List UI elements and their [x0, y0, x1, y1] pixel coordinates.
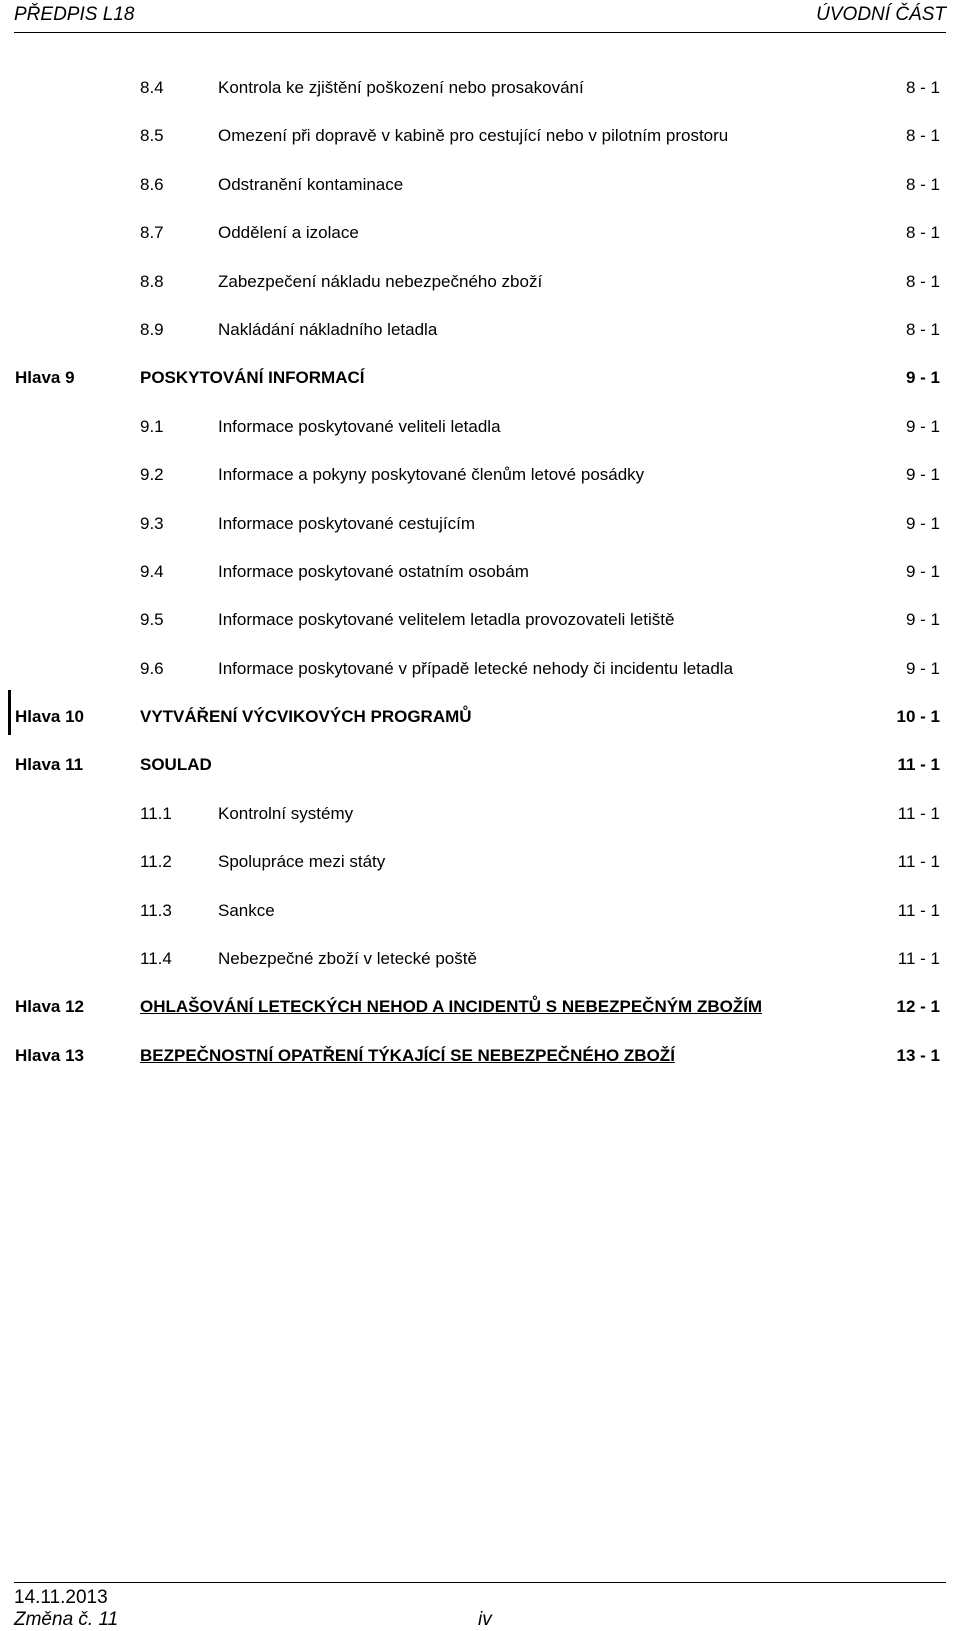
- toc-entry-title: Informace a pokyny poskytované členům letové posádky: [218, 465, 645, 485]
- toc-section-row: [0, 399, 960, 447]
- header-document-title: PŘEDPIS L18: [14, 4, 135, 25]
- toc-section-row: [0, 302, 960, 350]
- toc-entry-title: Odstranění kontaminace: [218, 174, 404, 194]
- toc-section-number: 8.7: [140, 223, 164, 243]
- toc-section-row: [0, 592, 960, 640]
- toc-section-row: [0, 157, 960, 205]
- toc-page-number: 8 - 1: [905, 126, 940, 146]
- toc-section-number: 8.4: [140, 78, 164, 97]
- toc-page-number: 8 - 1: [905, 174, 940, 194]
- toc-section-number: 9.6: [140, 658, 164, 678]
- toc-page-number: 8 - 1: [905, 319, 940, 339]
- toc-entry-title: BEZPEČNOSTNÍ OPATŘENÍ TÝKAJÍCÍ SE NEBEZPEČNÉHO ZBOŽÍ: [140, 1045, 675, 1065]
- toc-section-row: [0, 641, 960, 689]
- toc-page-number: 8 - 1: [905, 223, 940, 243]
- toc-entry-title: Nakládání nákladního letadla: [218, 319, 438, 339]
- toc-entry-title: OHLAŠOVÁNÍ LETECKÝCH NEHOD A INCIDENTŮ S NEBEZPEČNÝM ZBOŽÍM: [140, 997, 763, 1017]
- toc-page-number: 9 - 1: [905, 416, 940, 436]
- toc-section-number: 8.9: [140, 319, 164, 339]
- toc-entry-title: Kontrola ke zjištění poškození nebo prosakování: [218, 78, 584, 97]
- toc-section-row: [0, 883, 960, 931]
- toc-chapter-label: Hlava 9: [15, 368, 75, 388]
- toc-page-number: 9 - 1: [905, 610, 940, 630]
- toc-entry-title: Informace poskytované cestujícím: [218, 513, 476, 533]
- toc-section-row: [0, 786, 960, 834]
- toc-section-row: [0, 108, 960, 156]
- table-of-contents: [0, 60, 960, 1076]
- toc-entry-title: SOULAD: [140, 755, 212, 775]
- toc-chapter-row: [0, 979, 960, 1027]
- toc-section-row: [0, 834, 960, 882]
- toc-page-number: 8 - 1: [905, 78, 940, 97]
- toc-entry-title: Kontrolní systémy: [218, 803, 354, 823]
- toc-entry-title: Spolupráce mezi státy: [218, 852, 386, 872]
- toc-section-number: 9.1: [140, 416, 164, 436]
- toc-entry-title: Sankce: [218, 900, 275, 920]
- toc-entry-title: Zabezpečení nákladu nebezpečného zboží: [218, 271, 543, 291]
- toc-page-number: 11 - 1: [897, 949, 940, 969]
- toc-section-row: [0, 931, 960, 979]
- toc-chapter-label: Hlava 11: [15, 755, 84, 775]
- toc-section-number: 8.5: [140, 126, 164, 146]
- toc-section-number: 11.3: [140, 900, 172, 920]
- toc-page-number: 9 - 1: [905, 513, 940, 533]
- toc-page-number: 12 - 1: [896, 997, 940, 1017]
- toc-entry-title: Nebezpečné zboží v letecké poště: [218, 949, 477, 969]
- toc-page-number: 11 - 1: [897, 755, 940, 775]
- toc-section-row: [0, 60, 960, 108]
- footer-amendment: Změna č. 11: [14, 1609, 119, 1630]
- toc-page-number: 9 - 1: [905, 465, 940, 485]
- toc-entry-title: Informace poskytované veliteli letadla: [218, 416, 501, 436]
- footer-date: 14.11.2013: [14, 1587, 108, 1608]
- toc-entry-title: POSKYTOVÁNÍ INFORMACÍ: [140, 368, 365, 388]
- toc-entry-title: Oddělení a izolace: [218, 223, 359, 243]
- toc-page-number: 11 - 1: [897, 900, 940, 920]
- toc-page-number: 10 - 1: [896, 707, 940, 727]
- toc-section-number: 11.2: [140, 852, 172, 872]
- toc-section-number: 9.2: [140, 465, 164, 485]
- toc-section-number: 11.4: [140, 949, 172, 969]
- toc-chapter-row: [0, 350, 960, 398]
- toc-entry-title: Informace poskytované velitelem letadla provozovateli letiště: [218, 610, 675, 630]
- toc-chapter-label: Hlava 10: [15, 707, 84, 727]
- toc-section-number: 8.8: [140, 271, 164, 291]
- page-footer: [14, 1582, 946, 1630]
- toc-page-number: 9 - 1: [905, 658, 940, 678]
- toc-section-number: 8.6: [140, 174, 164, 194]
- toc-chapter-label: Hlava 12: [15, 997, 84, 1017]
- toc-chapter-row: [0, 737, 960, 785]
- toc-page-number: 11 - 1: [897, 852, 940, 872]
- toc-page-number: 9 - 1: [905, 368, 940, 388]
- toc-section-row: [0, 205, 960, 253]
- toc-section-number: 9.3: [140, 513, 164, 533]
- toc-page-number: 11 - 1: [897, 803, 940, 823]
- toc-chapter-label: Hlava 13: [15, 1045, 84, 1065]
- toc-chapter-row: [0, 1028, 960, 1076]
- toc-section-number: 11.1: [140, 803, 172, 823]
- toc-section-row: [0, 254, 960, 302]
- toc-entry-title: Informace poskytované v případě letecké nehody či incidentu letadla: [218, 658, 734, 678]
- toc-page-number: 9 - 1: [905, 561, 940, 581]
- revision-change-bar: [8, 690, 11, 735]
- toc-section-number: 9.5: [140, 610, 164, 630]
- toc-section-row: [0, 496, 960, 544]
- toc-section-row: [0, 544, 960, 592]
- footer-page-number: iv: [478, 1609, 492, 1630]
- toc-entry-title: Omezení při dopravě v kabině pro cestující nebo v pilotním prostoru: [218, 126, 729, 146]
- page-header: [14, 2, 946, 33]
- toc-entry-title: Informace poskytované ostatním osobám: [218, 561, 529, 581]
- toc-page-number: 13 - 1: [896, 1045, 940, 1065]
- toc-chapter-row: [0, 689, 960, 737]
- toc-page-number: 8 - 1: [905, 271, 940, 291]
- toc-section-number: 9.4: [140, 561, 164, 581]
- toc-entry-title: VYTVÁŘENÍ VÝCVIKOVÝCH PROGRAMŮ: [140, 707, 472, 727]
- header-section-title: ÚVODNÍ ČÁST: [816, 4, 946, 25]
- toc-section-row: [0, 447, 960, 495]
